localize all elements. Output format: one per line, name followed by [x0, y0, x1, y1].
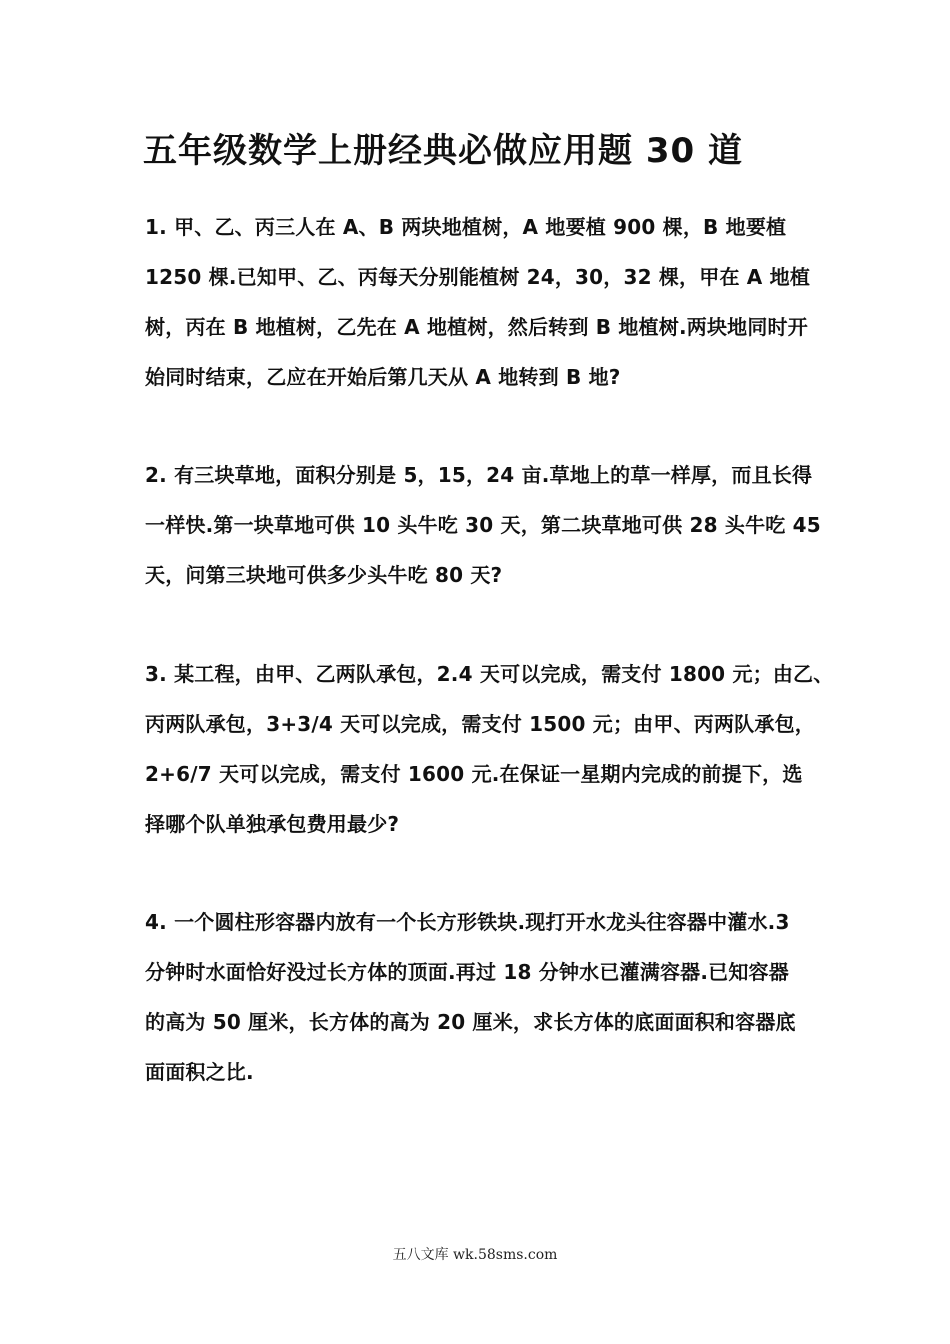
question-4-line-3: 的高为 50 厘米，长方体的高为 20 厘米，求长方体的底面面积和容器底: [145, 1010, 796, 1034]
question-3-line-4: 择哪个队单独承包费用最少?: [145, 812, 400, 836]
question-4-line-1: 4. 一个圆柱形容器内放有一个长方形铁块.现打开水龙头往容器中灌水.3: [145, 910, 790, 934]
question-2-line-2: 一样快.第一块草地可供 10 头牛吃 30 天，第二块草地可供 28 头牛吃 45: [145, 513, 821, 537]
question-2-line-3: 天，问第三块地可供多少头牛吃 80 天?: [145, 563, 503, 587]
question-2: [145, 450, 825, 600]
document-title: 五年级数学上册经典必做应用题 30 道: [143, 131, 743, 171]
question-1-line-4: 始同时结束，乙应在开始后第几天从 A 地转到 B 地?: [145, 365, 621, 389]
question-1-line-1: 1. 甲、乙、丙三人在 A、B 两块地植树，A 地要植 900 棵，B 地要植: [145, 215, 787, 239]
page-footer: 五八文库 wk.58sms.com: [392, 1247, 558, 1263]
question-1: [145, 202, 825, 402]
question-2-line-1: 2. 有三块草地，面积分别是 5，15，24 亩.草地上的草一样厚，而且长得: [145, 463, 813, 487]
question-1-line-2: 1250 棵.已知甲、乙、丙每天分别能植树 24，30，32 棵，甲在 A 地植: [145, 265, 811, 289]
question-3: [145, 649, 834, 849]
question-4: [145, 897, 825, 1097]
question-4-line-2: 分钟时水面恰好没过长方体的顶面.再过 18 分钟水已灌满容器.已知容器: [145, 960, 789, 984]
question-4-line-4: 面面积之比.: [145, 1060, 254, 1084]
question-3-line-1: 3. 某工程，由甲、乙两队承包，2.4 天可以完成，需支付 1800 元；由乙、: [145, 662, 834, 686]
question-3-line-3: 2+6/7 天可以完成，需支付 1600 元.在保证一星期内完成的前提下，选: [145, 762, 803, 786]
question-1-line-3: 树，丙在 B 地植树，乙先在 A 地植树，然后转到 B 地植树.两块地同时开: [145, 315, 808, 339]
question-3-line-2: 丙两队承包，3+3/4 天可以完成，需支付 1500 元；由甲、丙两队承包，: [145, 712, 815, 736]
